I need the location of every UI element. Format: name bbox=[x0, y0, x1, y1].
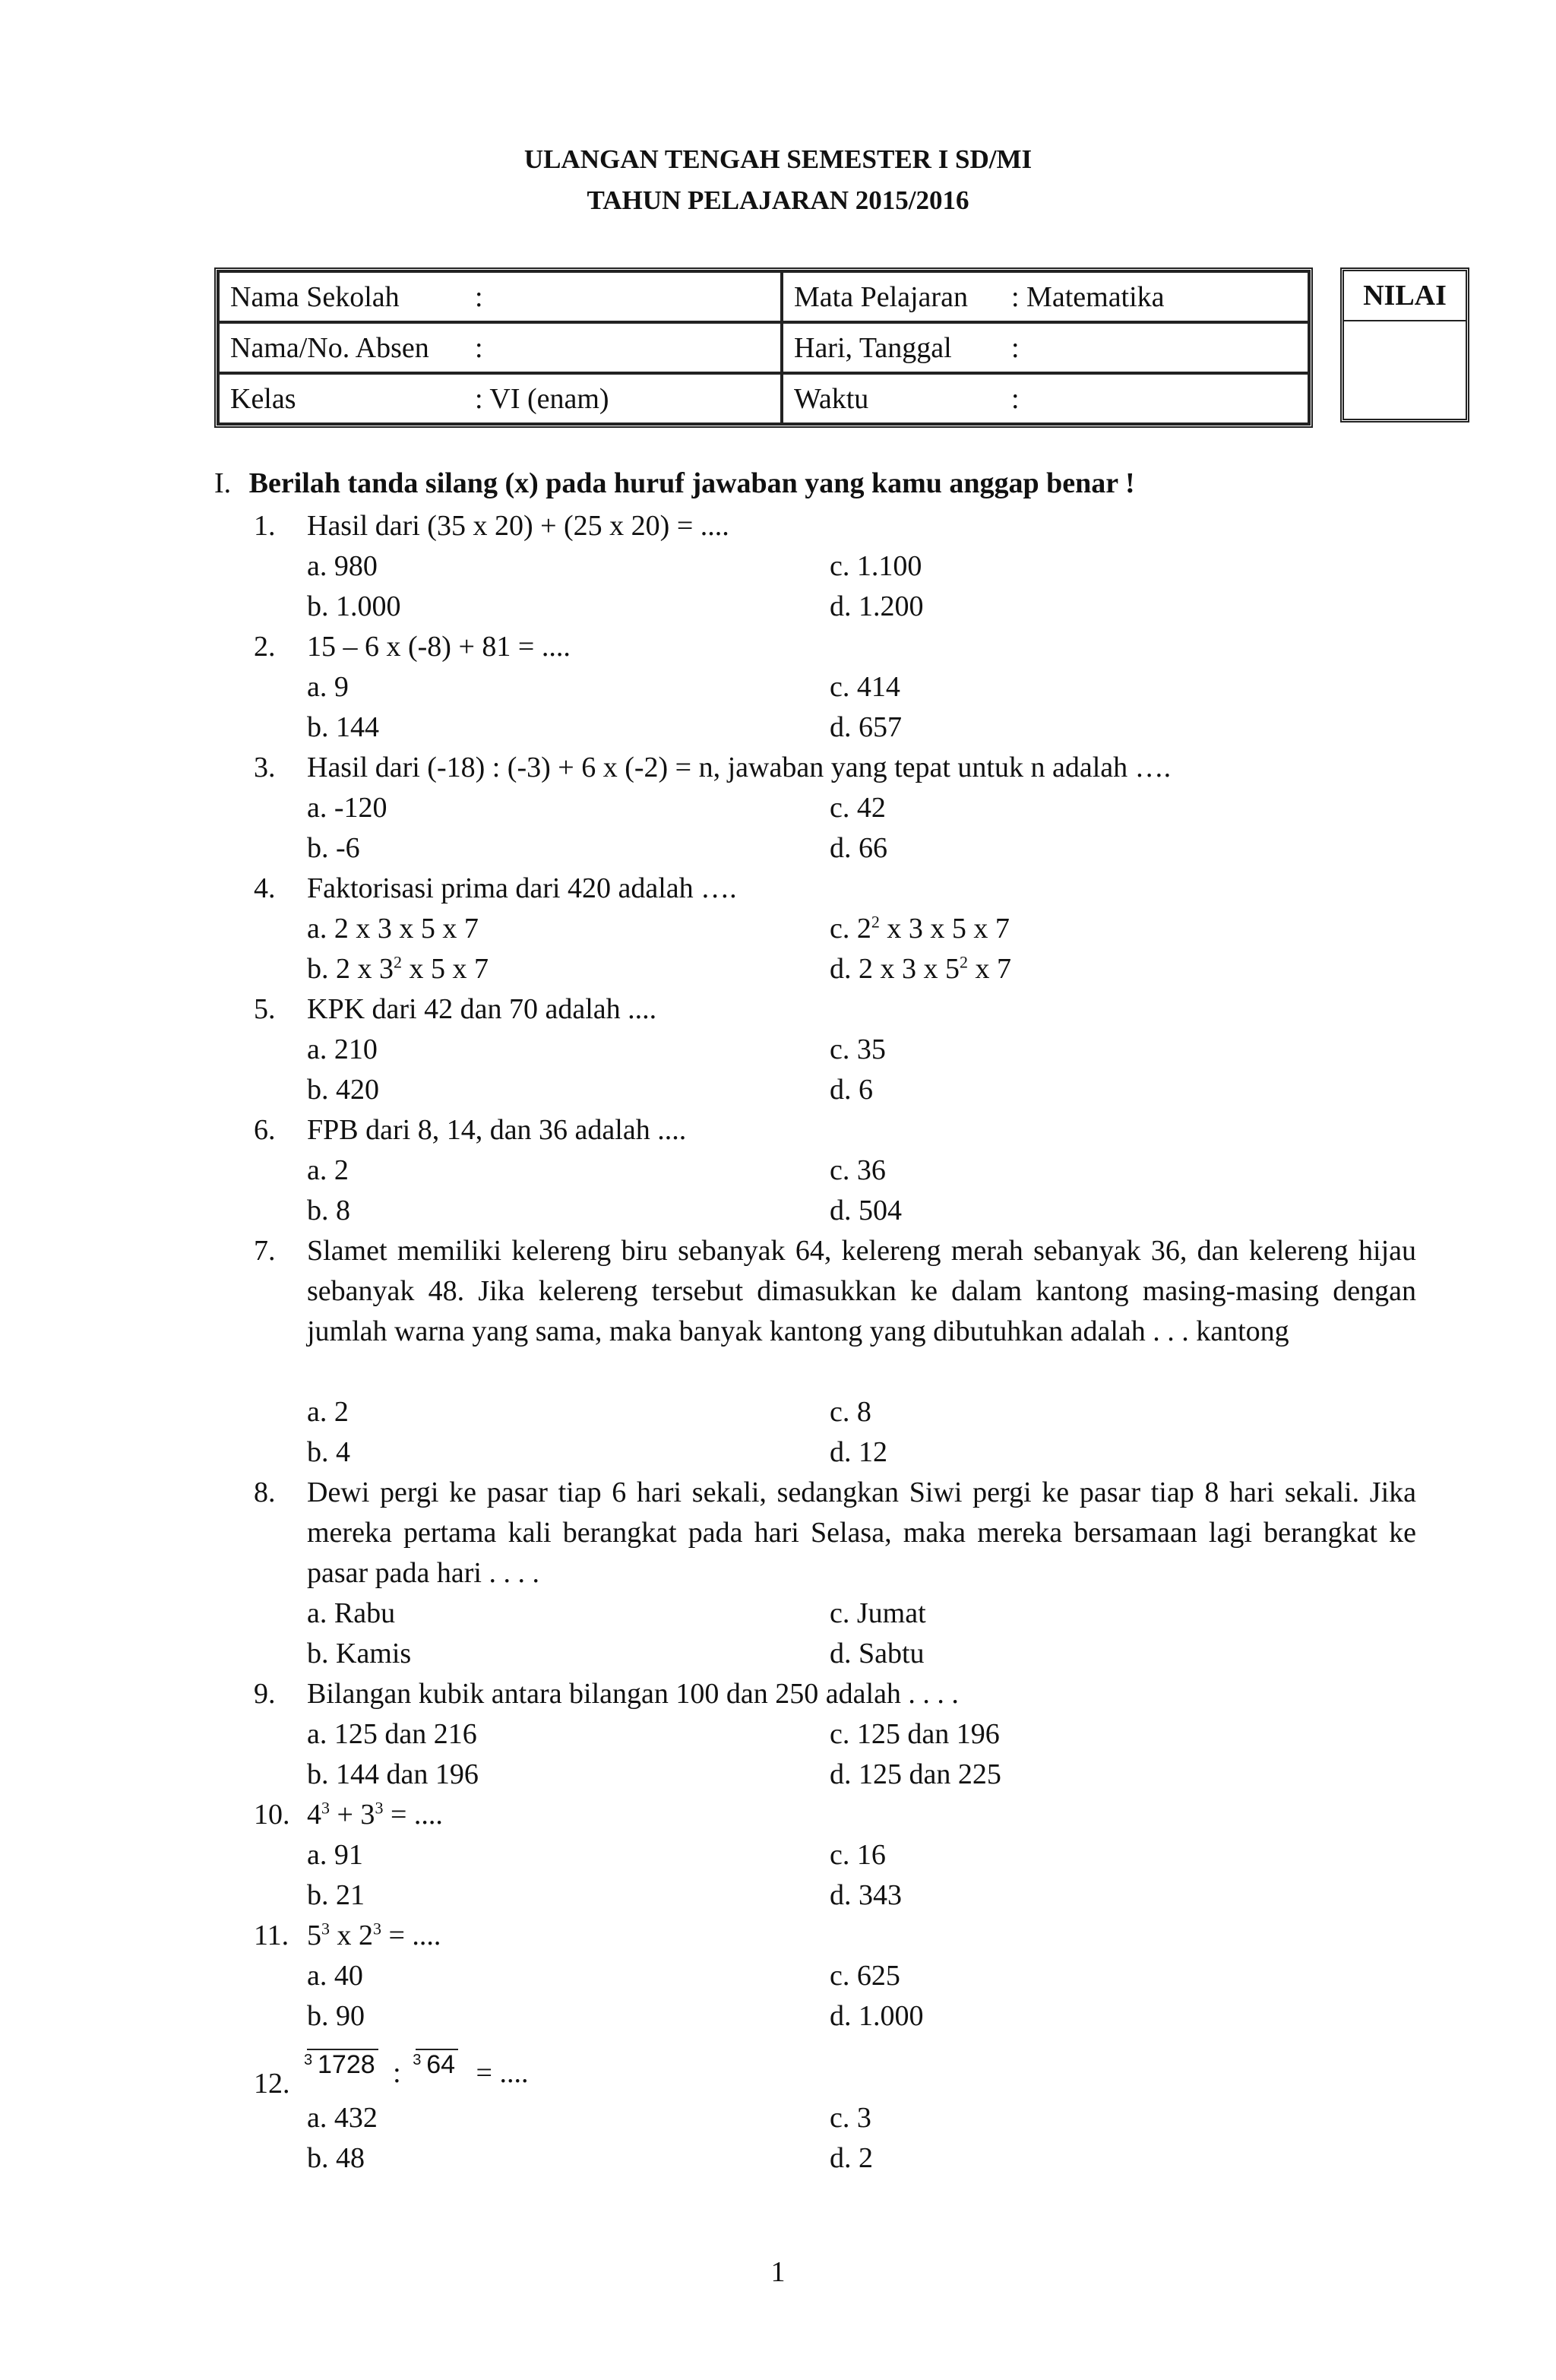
question-6 bbox=[254, 1110, 1416, 1150]
question-text: Hasil dari (-18) : (-3) + 6 x (-2) = n, jawaban yang tepat untuk n adalah …. bbox=[307, 752, 1172, 783]
section-number: I. bbox=[214, 467, 232, 499]
option-c[interactable]: c. 16 bbox=[830, 1839, 886, 1871]
base: 4 bbox=[307, 1799, 321, 1831]
hari-tanggal-label: Hari, Tanggal bbox=[794, 331, 952, 364]
option-a[interactable]: a. 2 bbox=[307, 1396, 349, 1428]
question-number: 9. bbox=[254, 1678, 276, 1710]
exponent: 3 bbox=[321, 1919, 330, 1938]
option-d[interactable] bbox=[830, 949, 1011, 989]
option-a[interactable]: a. 9 bbox=[307, 671, 349, 703]
option-c[interactable]: c. 42 bbox=[830, 792, 886, 824]
root-index: 3 bbox=[304, 2052, 313, 2068]
section-heading bbox=[214, 467, 1135, 500]
radicand: 1728 bbox=[307, 2049, 378, 2079]
hari-tanggal-value: : bbox=[1011, 331, 1020, 364]
exponent: 3 bbox=[375, 1798, 384, 1818]
operator-term: x 2 bbox=[330, 1920, 373, 1951]
nama-sekolah-cell bbox=[218, 271, 782, 322]
question-3 bbox=[254, 748, 1416, 788]
question-12 bbox=[254, 2050, 1416, 2103]
question-8 bbox=[254, 1473, 1416, 1594]
question-5 bbox=[254, 989, 1416, 1030]
option-d[interactable]: d. 6 bbox=[830, 1074, 873, 1106]
option-c[interactable]: c. 3 bbox=[830, 2102, 871, 2134]
nama-absen-value: : bbox=[475, 331, 483, 364]
question-number: 1. bbox=[254, 510, 276, 542]
option-b[interactable]: b. 420 bbox=[307, 1074, 379, 1106]
question-9 bbox=[254, 1674, 1416, 1714]
option-b[interactable]: b. 1.000 bbox=[307, 590, 401, 622]
exponent: 2 bbox=[871, 912, 880, 932]
question-10 bbox=[254, 1795, 1416, 1835]
option-c[interactable]: c. Jumat bbox=[830, 1597, 926, 1629]
equals-tail: = .... bbox=[476, 2057, 529, 2089]
option-a[interactable]: a. 91 bbox=[307, 1839, 363, 1871]
operator-term: + 3 bbox=[330, 1799, 375, 1831]
question-2 bbox=[254, 627, 1416, 667]
base: 5 bbox=[307, 1920, 321, 1951]
option-a[interactable]: a. 210 bbox=[307, 1033, 378, 1065]
option-text: b. 2 x 3 bbox=[307, 953, 394, 985]
option-a[interactable]: a. 2 bbox=[307, 1154, 349, 1186]
question-text bbox=[307, 1795, 1416, 1835]
waktu-value: : bbox=[1011, 382, 1020, 415]
option-c[interactable] bbox=[830, 909, 1010, 949]
mata-pelajaran-value: : Matematika bbox=[1011, 280, 1165, 313]
exam-title: ULANGAN TENGAH SEMESTER I SD/MI bbox=[523, 144, 1033, 174]
question-text bbox=[304, 2050, 1416, 2094]
kelas-value: : VI (enam) bbox=[475, 382, 609, 415]
option-d[interactable]: d. 12 bbox=[830, 1436, 887, 1468]
option-d[interactable]: d. 1.200 bbox=[830, 590, 924, 622]
question-number: 2. bbox=[254, 631, 276, 663]
question-number: 5. bbox=[254, 993, 276, 1025]
option-a[interactable]: a. 40 bbox=[307, 1960, 363, 1992]
hari-tanggal-cell bbox=[782, 322, 1309, 373]
option-c[interactable]: c. 8 bbox=[830, 1396, 871, 1428]
question-7 bbox=[254, 1231, 1416, 1392]
question-number: 8. bbox=[254, 1476, 276, 1508]
option-b[interactable] bbox=[307, 949, 489, 989]
option-d[interactable]: d. Sabtu bbox=[830, 1638, 925, 1669]
question-number: 10. bbox=[254, 1799, 290, 1831]
option-text: x 3 x 5 x 7 bbox=[879, 913, 1010, 945]
option-a[interactable]: a. 980 bbox=[307, 550, 378, 582]
option-b[interactable]: b. 4 bbox=[307, 1436, 350, 1468]
option-text: x 7 bbox=[968, 953, 1011, 985]
kelas-label: Kelas bbox=[230, 382, 296, 415]
cube-root-64 bbox=[413, 2045, 458, 2085]
option-b[interactable]: b. 144 bbox=[307, 711, 379, 743]
radicand: 64 bbox=[416, 2049, 458, 2079]
option-d[interactable]: d. 1.000 bbox=[830, 2000, 924, 2032]
option-d[interactable]: d. 657 bbox=[830, 711, 902, 743]
nilai-box bbox=[1340, 267, 1469, 423]
nama-absen-label: Nama/No. Absen bbox=[230, 331, 429, 364]
option-c[interactable]: c. 35 bbox=[830, 1033, 886, 1065]
option-b[interactable]: b. 21 bbox=[307, 1879, 365, 1911]
option-a[interactable]: a. -120 bbox=[307, 792, 387, 824]
option-b[interactable]: b. 8 bbox=[307, 1195, 350, 1226]
option-d[interactable]: d. 2 bbox=[830, 2142, 873, 2174]
option-b[interactable]: b. 144 dan 196 bbox=[307, 1758, 479, 1790]
exam-year: TAHUN PELAJARAN 2015/2016 bbox=[587, 185, 969, 215]
option-b[interactable]: b. Kamis bbox=[307, 1638, 412, 1669]
option-c[interactable]: c. 625 bbox=[830, 1960, 900, 1992]
option-c[interactable]: c. 414 bbox=[830, 671, 900, 703]
question-text: Slamet memiliki kelereng biru sebanyak 64, kelereng merah sebanyak 36, dan kelereng hijau sebanyak 48. Jika kelereng tersebut dimasukkan ke dalam kantong masing-masing dengan jumlah warna yang sama, maka banyak kantong yang dibutuhkan adalah . . . kantong bbox=[307, 1235, 1416, 1347]
waktu-cell bbox=[782, 373, 1309, 424]
question-text: Bilangan kubik antara bilangan 100 dan 250 adalah . . . . bbox=[307, 1678, 959, 1710]
question-text: FPB dari 8, 14, dan 36 adalah .... bbox=[307, 1114, 687, 1146]
question-number: 3. bbox=[254, 752, 276, 783]
option-b[interactable]: b. -6 bbox=[307, 832, 360, 864]
option-c[interactable]: c. 1.100 bbox=[830, 550, 922, 582]
exponent: 2 bbox=[394, 952, 402, 972]
exponent: 2 bbox=[960, 952, 968, 972]
mata-pelajaran-cell bbox=[782, 271, 1309, 322]
question-number: 4. bbox=[254, 872, 276, 904]
option-a[interactable]: a. 125 dan 216 bbox=[307, 1718, 477, 1750]
question-text: Faktorisasi prima dari 420 adalah …. bbox=[307, 872, 737, 904]
option-b[interactable]: b. 90 bbox=[307, 2000, 365, 2032]
question-text: Dewi pergi ke pasar tiap 6 hari sekali, sedangkan Siwi pergi ke pasar tiap 8 hari sekali. Jika mereka pertama kali berangkat pada hari Selasa, maka mereka bersamaan lagi berangkat ke pasar pada hari . . . . bbox=[307, 1476, 1416, 1589]
waktu-label: Waktu bbox=[794, 382, 869, 415]
mata-pelajaran-label: Mata Pelajaran bbox=[794, 280, 968, 313]
question-11 bbox=[254, 1916, 1416, 1956]
option-b[interactable]: b. 48 bbox=[307, 2142, 365, 2174]
question-text: Hasil dari (35 x 20) + (25 x 20) = .... bbox=[307, 510, 729, 542]
option-a[interactable]: a. 432 bbox=[307, 2102, 378, 2134]
nama-sekolah-label: Nama Sekolah bbox=[230, 280, 400, 313]
question-number: 11. bbox=[254, 1920, 289, 1951]
option-text: x 5 x 7 bbox=[402, 953, 489, 985]
exponent: 3 bbox=[321, 1798, 330, 1818]
option-a[interactable]: a. 2 x 3 x 5 x 7 bbox=[307, 913, 479, 945]
kelas-cell bbox=[218, 373, 782, 424]
option-text: c. 2 bbox=[830, 913, 871, 945]
option-text: d. 2 x 3 x 5 bbox=[830, 953, 960, 985]
page-number: 1 bbox=[770, 2256, 786, 2288]
question-number: 7. bbox=[254, 1235, 276, 1267]
root-index: 3 bbox=[413, 2052, 422, 2068]
option-a[interactable]: a. Rabu bbox=[307, 1597, 396, 1629]
nama-sekolah-value: : bbox=[475, 280, 483, 313]
question-number: 6. bbox=[254, 1114, 276, 1146]
question-1 bbox=[254, 506, 1416, 546]
option-d[interactable]: d. 504 bbox=[830, 1195, 902, 1226]
question-text bbox=[307, 1916, 1416, 1956]
option-d[interactable]: d. 343 bbox=[830, 1879, 902, 1911]
question-number: 12. bbox=[254, 2068, 290, 2100]
question-4 bbox=[254, 869, 1416, 909]
equals-tail: = .... bbox=[383, 1799, 443, 1831]
option-c[interactable]: c. 125 dan 196 bbox=[830, 1718, 1000, 1750]
cube-root-1728 bbox=[304, 2045, 378, 2085]
nilai-label: NILAI bbox=[1344, 271, 1466, 321]
question-text: 15 – 6 x (-8) + 81 = .... bbox=[307, 631, 571, 663]
divide-sign: : bbox=[393, 2057, 401, 2089]
section-instruction: Berilah tanda silang (x) pada huruf jawaban yang kamu anggap benar ! bbox=[248, 467, 1135, 499]
option-c[interactable]: c. 36 bbox=[830, 1154, 886, 1186]
exponent: 3 bbox=[373, 1919, 381, 1938]
option-d[interactable]: d. 125 dan 225 bbox=[830, 1758, 1001, 1790]
equals-tail: = .... bbox=[381, 1920, 441, 1951]
option-d[interactable]: d. 66 bbox=[830, 832, 887, 864]
student-info-table bbox=[214, 267, 1313, 428]
nama-absen-cell bbox=[218, 322, 782, 373]
question-text: KPK dari 42 dan 70 adalah .... bbox=[307, 993, 657, 1025]
